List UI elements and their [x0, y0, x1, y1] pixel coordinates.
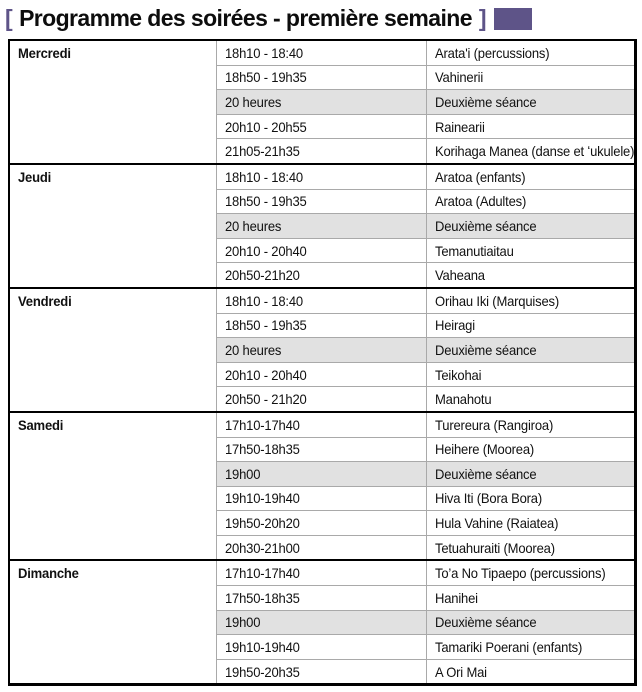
event-cell: Deuxième séance	[426, 214, 635, 239]
day-cell: Vendredi	[9, 288, 216, 412]
time-cell: 20h10 - 20h40	[216, 238, 426, 263]
event-cell: Deuxième séance	[426, 610, 635, 635]
schedule-table	[8, 39, 637, 686]
page-title	[0, 0, 642, 39]
time-cell: 17h50-18h35	[216, 437, 426, 462]
event-cell: Turereura (Rangiroa)	[426, 412, 635, 437]
event-cell: Hanihei	[426, 586, 635, 611]
time-cell: 17h10-17h40	[216, 560, 426, 585]
title-text: Programme des soirées - première semaine	[19, 5, 472, 31]
event-cell: Heiragi	[426, 313, 635, 338]
event-cell: Vahinerii	[426, 65, 635, 90]
time-cell: 19h50-20h20	[216, 511, 426, 536]
title-open-bracket: [	[5, 5, 13, 31]
schedule-row	[9, 412, 635, 437]
schedule-row	[9, 288, 635, 313]
day-cell: Samedi	[9, 412, 216, 561]
event-cell: Manahotu	[426, 387, 635, 412]
event-cell: A Ori Mai	[426, 659, 635, 685]
time-cell: 20 heures	[216, 214, 426, 239]
time-cell: 18h50 - 19h35	[216, 313, 426, 338]
day-cell: Jeudi	[9, 164, 216, 288]
time-cell: 18h10 - 18:40	[216, 164, 426, 189]
event-cell: Heihere (Moorea)	[426, 437, 635, 462]
event-cell: Tamariki Poerani (enfants)	[426, 635, 635, 660]
time-cell: 17h50-18h35	[216, 586, 426, 611]
day-cell: Mercredi	[9, 40, 216, 164]
event-cell: Teikohai	[426, 362, 635, 387]
day-section	[9, 412, 635, 561]
time-cell: 20 heures	[216, 90, 426, 115]
time-cell: 18h50 - 19h35	[216, 65, 426, 90]
event-cell: Korihaga Manea (danse et ʻukulele)	[426, 139, 635, 164]
event-cell: Rainearii	[426, 114, 635, 139]
schedule-row	[9, 40, 635, 65]
time-cell: 18h10 - 18:40	[216, 288, 426, 313]
event-cell: Aratoa (enfants)	[426, 164, 635, 189]
schedule-row	[9, 560, 635, 585]
event-cell: Hiva Iti (Bora Bora)	[426, 486, 635, 511]
event-cell: Aratoa (Adultes)	[426, 189, 635, 214]
event-cell: Tetuahuraiti (Moorea)	[426, 535, 635, 560]
time-cell: 20h10 - 20h55	[216, 114, 426, 139]
time-cell: 19h00	[216, 462, 426, 487]
time-cell: 20h50-21h20	[216, 263, 426, 288]
title-close-bracket: ]	[478, 5, 486, 31]
day-section	[9, 40, 635, 164]
time-cell: 19h50-20h35	[216, 659, 426, 685]
event-cell: Vaheana	[426, 263, 635, 288]
time-cell: 20h30-21h00	[216, 535, 426, 560]
day-section	[9, 164, 635, 288]
time-cell: 18h50 - 19h35	[216, 189, 426, 214]
event-cell: Hula Vahine (Raiatea)	[426, 511, 635, 536]
day-cell: Dimanche	[9, 560, 216, 684]
time-cell: 19h10-19h40	[216, 486, 426, 511]
event-cell: Orihau Iki (Marquises)	[426, 288, 635, 313]
schedule-row	[9, 164, 635, 189]
time-cell: 20 heures	[216, 338, 426, 363]
time-cell: 19h00	[216, 610, 426, 635]
time-cell: 19h10-19h40	[216, 635, 426, 660]
time-cell: 18h10 - 18:40	[216, 40, 426, 65]
title-end-block-decoration	[494, 8, 532, 30]
event-cell: Deuxième séance	[426, 90, 635, 115]
event-cell: Temanutiaitau	[426, 238, 635, 263]
day-section	[9, 288, 635, 412]
time-cell: 21h05-21h35	[216, 139, 426, 164]
day-section	[9, 560, 635, 684]
event-cell: To’a No Tipaepo (percussions)	[426, 560, 635, 585]
time-cell: 20h50 - 21h20	[216, 387, 426, 412]
event-cell: Deuxième séance	[426, 462, 635, 487]
time-cell: 20h10 - 20h40	[216, 362, 426, 387]
event-cell: Deuxième séance	[426, 338, 635, 363]
time-cell: 17h10-17h40	[216, 412, 426, 437]
event-cell: Arata'i (percussions)	[426, 40, 635, 65]
